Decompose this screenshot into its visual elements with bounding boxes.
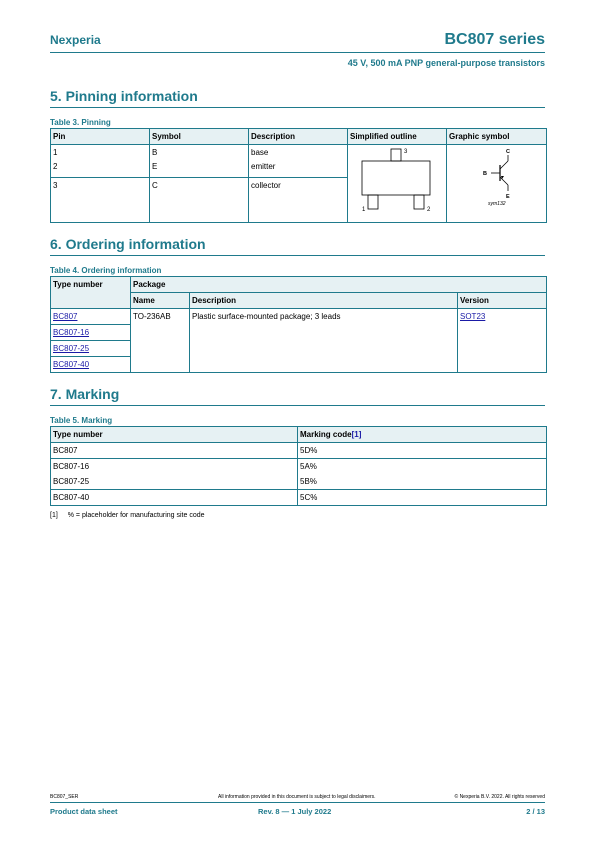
type-cell xyxy=(51,325,131,341)
section-6-divider xyxy=(50,255,545,256)
pin-value: 1 xyxy=(53,148,58,157)
table-header-row xyxy=(51,129,547,145)
simplified-outline-cell xyxy=(348,145,447,223)
ordering-table xyxy=(50,276,547,373)
description-value: emitter xyxy=(251,162,276,171)
footnote-link[interactable]: [1] xyxy=(351,430,362,439)
column-header: Pin xyxy=(51,129,150,145)
outline-pin-label: 3 xyxy=(404,149,408,155)
section-5-divider xyxy=(50,107,545,108)
package-description-cell: Plastic surface-mounted package; 3 leads xyxy=(190,309,458,373)
section-7-divider xyxy=(50,405,545,406)
column-header: Simplified outline xyxy=(348,129,447,145)
marking-code-cell: 5C% xyxy=(298,490,547,506)
column-header: Symbol xyxy=(150,129,249,145)
pinning-table xyxy=(50,128,547,223)
column-header: Type number xyxy=(51,277,131,309)
table-4-caption: Table 4. Ordering information xyxy=(50,266,162,275)
pin-value: 2 xyxy=(53,162,58,171)
footnote-text: % = placeholder for manufacturing site code xyxy=(67,512,205,519)
pin-cell xyxy=(51,145,150,178)
symbol-cell: C xyxy=(150,177,249,222)
footer-disclaimer: All information provided in this document is subject to legal disclaimers. xyxy=(218,794,376,800)
table-row xyxy=(51,459,547,490)
description-cell xyxy=(249,145,348,178)
section-7-heading: 7. Marking xyxy=(50,386,120,402)
symbol-reference: sym132 xyxy=(488,201,506,207)
table-header-row xyxy=(51,427,547,443)
type-value: BC807-16 xyxy=(53,462,90,471)
column-header xyxy=(298,427,547,443)
type-cell xyxy=(51,357,131,373)
symbol-cell xyxy=(150,145,249,178)
marking-code-cell xyxy=(298,459,547,490)
symbol-value: E xyxy=(152,162,158,171)
base-label: B xyxy=(483,171,487,177)
version-link[interactable]: SOT23 xyxy=(460,312,486,321)
footer-page-number: 2 / 13 xyxy=(526,807,545,816)
package-name-cell: TO-236AB xyxy=(131,309,190,373)
type-cell xyxy=(51,341,131,357)
column-header: Description xyxy=(190,293,458,309)
column-header: Description xyxy=(249,129,348,145)
marking-code-cell: 5D% xyxy=(298,443,547,459)
marking-code-header-label: Marking code xyxy=(300,430,352,439)
document-subtitle: 45 V, 500 mA PNP general-purpose transistors xyxy=(347,58,545,68)
section-5-heading: 5. Pinning information xyxy=(50,88,198,104)
footnote-marker: [1] xyxy=(50,512,58,519)
table-row xyxy=(51,443,547,459)
column-header: Graphic symbol xyxy=(447,129,547,145)
table-3-caption: Table 3. Pinning xyxy=(50,118,111,127)
footer-copyright: © Nexperia B.V. 2022. All rights reserved xyxy=(454,794,545,800)
brand-name: Nexperia xyxy=(50,33,101,47)
footnote xyxy=(50,512,205,519)
table-row xyxy=(51,490,547,506)
section-6-heading: 6. Ordering information xyxy=(50,236,206,252)
type-cell xyxy=(51,309,131,325)
collector-label: C xyxy=(506,149,510,155)
type-link[interactable]: BC807 xyxy=(53,312,78,321)
type-cell: BC807 xyxy=(51,443,298,459)
type-link[interactable]: BC807-16 xyxy=(53,328,90,337)
footer-divider xyxy=(50,802,545,803)
type-link[interactable]: BC807-25 xyxy=(53,344,90,353)
type-cell xyxy=(51,459,298,490)
pin-cell: 3 xyxy=(51,177,150,222)
sot23-outline-drawing xyxy=(348,145,446,218)
header-divider xyxy=(50,52,545,53)
emitter-label: E xyxy=(506,194,510,200)
description-cell: collector xyxy=(249,177,348,222)
footer-revision: Rev. 8 — 1 July 2022 xyxy=(258,807,332,816)
column-header: Version xyxy=(458,293,547,309)
symbol-value: B xyxy=(152,148,158,157)
table-row xyxy=(51,145,547,178)
version-cell xyxy=(458,309,547,373)
column-header: Name xyxy=(131,293,190,309)
document-title: BC807 series xyxy=(444,31,545,48)
type-link[interactable]: BC807-40 xyxy=(53,360,90,369)
graphic-symbol-cell xyxy=(447,145,547,223)
footer-doc-type: Product data sheet xyxy=(50,807,118,816)
type-cell: BC807-40 xyxy=(51,490,298,506)
column-header: Type number xyxy=(51,427,298,443)
table-row xyxy=(51,309,547,325)
marking-code-value: 5A% xyxy=(300,462,317,471)
table-5-caption: Table 5. Marking xyxy=(50,416,113,425)
footer-doc-id: BC807_SER xyxy=(50,794,79,800)
description-value: base xyxy=(251,148,269,157)
outline-pin-label: 1 xyxy=(362,207,366,213)
outline-pin-label: 2 xyxy=(427,207,431,213)
marking-table xyxy=(50,426,547,506)
marking-code-value: 5B% xyxy=(300,477,317,486)
table-header-row xyxy=(51,277,547,293)
pnp-transistor-symbol xyxy=(447,145,546,218)
type-value: BC807-25 xyxy=(53,477,90,486)
column-header: Package xyxy=(131,277,547,293)
